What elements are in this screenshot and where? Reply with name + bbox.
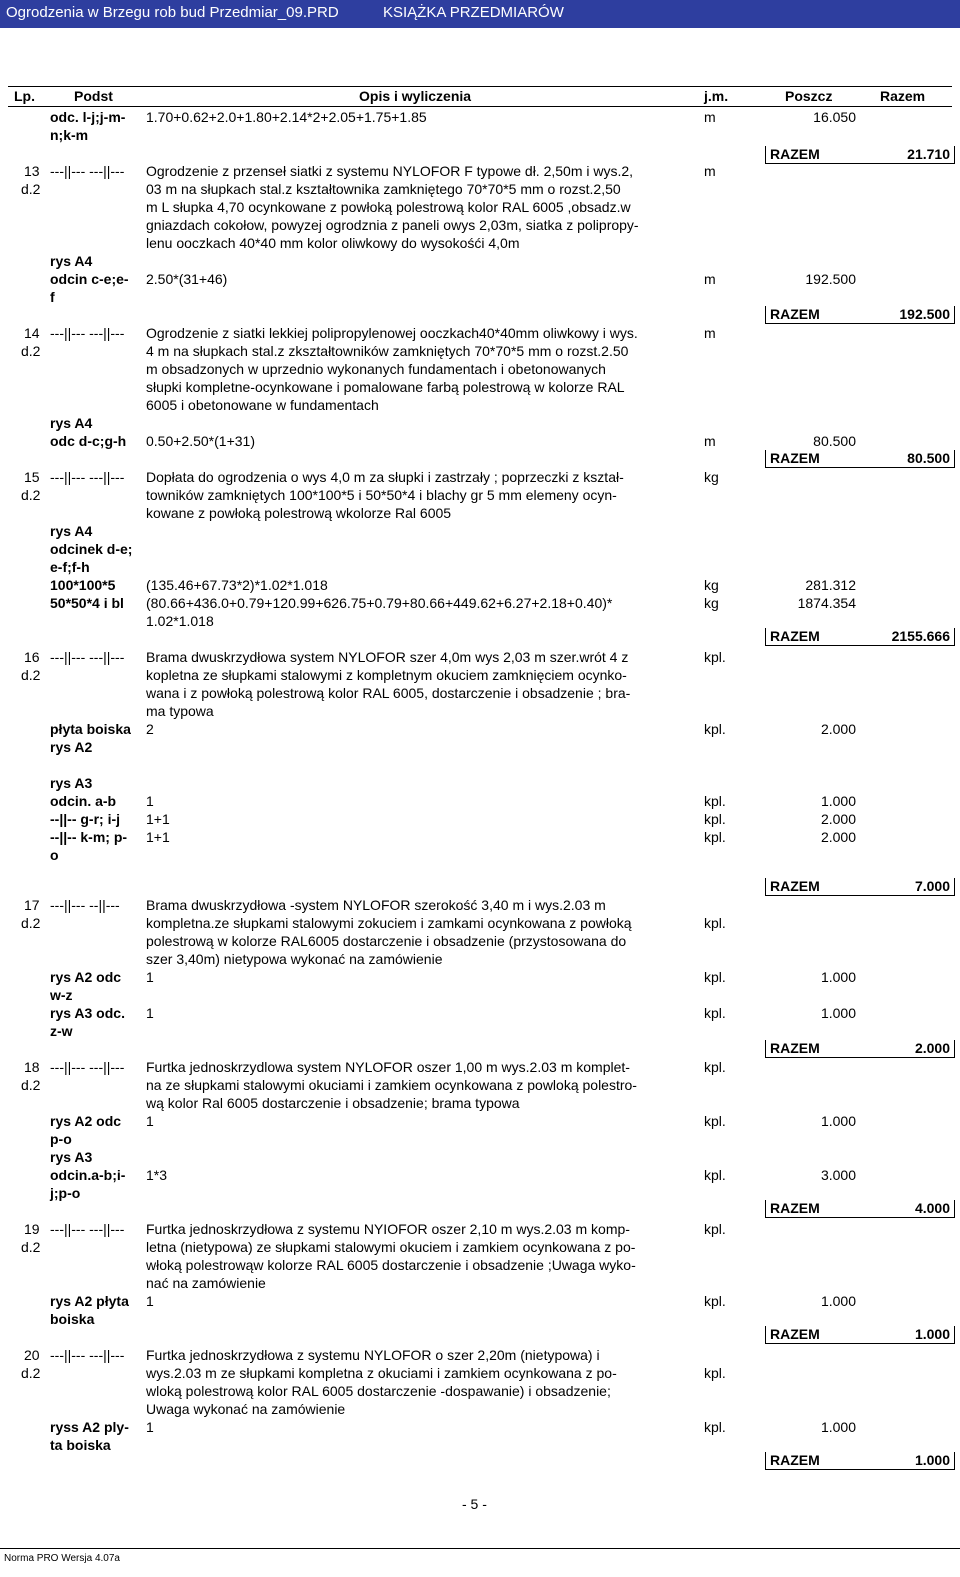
cell-r15d: Dopłata do ogrodzenia o wys 4,0 m za słupki i zastrzały ; poprzeczki z kształ-	[146, 469, 624, 485]
cell-r15h: rys A4	[50, 523, 93, 539]
cell-r14b: d.2	[21, 343, 41, 359]
cell-r13i: m	[704, 163, 716, 179]
cell-r14e: 4 m na słupkach stal.z zkształtowników zamkniętych 70*70*5 mm o rozst.2.50	[146, 343, 629, 359]
cell-r15a: 15	[24, 469, 40, 485]
cell-r20m: 1.000	[820, 1419, 856, 1435]
cell-r18c: ---||--- ---||---	[50, 1059, 125, 1075]
cell-r16k: 2	[146, 721, 154, 737]
razem-label: RAZEM	[770, 1040, 820, 1056]
cell-r16c: ---||--- ---||---	[50, 649, 125, 665]
cell-r18n: 1*3	[146, 1167, 168, 1183]
razem-value: 192.500	[899, 306, 950, 322]
cell-r19d: Furtka jednoskrzydłowa z systemu NYIOFOR oszer 2,10 m wys.2.03 m komp-	[146, 1221, 630, 1237]
cell-r18e: na ze słupkami stalowymi okuciami i zamkiem ocynkowana z powloką polestro-	[146, 1077, 637, 1093]
cell-r14h: 6005 i obetonowane w fundamentach	[146, 397, 379, 413]
razem-value: 4.000	[914, 1200, 950, 1216]
cell-r0c: 1.70+0.62+2.0+1.80+2.14*2+2.05+1.75+1.85	[146, 109, 427, 125]
razem-label: RAZEM	[770, 1326, 820, 1342]
cell-r18q: 1.000	[820, 1113, 856, 1129]
cell-r18j: rys A3	[50, 1149, 93, 1165]
cell-r14c: ---||--- ---||---	[50, 325, 125, 341]
cell-r16o: odcin. a-b	[50, 793, 117, 809]
cell-r15l: 50*50*4 i bl	[50, 595, 124, 611]
cell-r18g: kpl.	[704, 1059, 726, 1075]
cell-r20f: wloką polestrową kolor RAL 6005 dostarczenie -dospawanie) i obsadzenie;	[146, 1383, 611, 1399]
cell-r17r: 1.000	[820, 1005, 856, 1021]
razem-value: 2.000	[914, 1040, 950, 1056]
cell-r17l: z-w	[50, 1023, 73, 1039]
cell-r13j: rys A4	[50, 253, 93, 269]
cell-r18p: kpl.	[704, 1167, 726, 1183]
cell-r20i: ryss A2 ply-	[50, 1419, 129, 1435]
cell-r15p: kg	[704, 577, 719, 593]
col-poszcz: Poszcz	[785, 88, 833, 104]
cell-r16h: kpl.	[704, 649, 726, 665]
cell-r13o: 192.500	[805, 271, 856, 287]
col-razem: Razem	[880, 88, 926, 104]
cell-r19a: 19	[24, 1221, 40, 1237]
cell-r17b: d.2	[21, 915, 41, 931]
cell-r16m: 2.000	[820, 721, 856, 737]
cell-r16za: 2.000	[820, 829, 856, 845]
cell-r20l: kpl.	[704, 1419, 726, 1435]
razem-value: 7.000	[914, 878, 950, 894]
cell-r13h: lenu ooczkach 40*40 mm kolor oliwkowy do wysokośći 4,0m	[146, 235, 520, 251]
cell-r13c: ---||--- ---||---	[50, 163, 125, 179]
cell-r18h: rys A2 odc	[50, 1113, 122, 1129]
cell-r16t: 1+1	[146, 811, 170, 827]
cell-r16e: kopletna ze słupkami stalowymi z kompletnym okuciem zamknięciem ocynko-	[146, 667, 627, 683]
cell-r20k: 1	[146, 1419, 154, 1435]
cell-r19c: ---||--- ---||---	[50, 1221, 125, 1237]
cell-r15k: 100*100*5	[50, 577, 116, 593]
razem-box-z20	[765, 1452, 955, 1470]
cell-r15q: kg	[704, 595, 719, 611]
cell-r18i: p-o	[50, 1131, 72, 1147]
cell-r13e: 03 m na słupkach stal.z kształtownika zamkniętego 70*70*5 mm o rozst.2,50	[146, 181, 621, 197]
cell-r14m: m	[704, 433, 716, 449]
cell-r20e: wys.2.03 m ze słupkami kompletna z okuciami i zamkiem ocynkowana z po-	[146, 1365, 617, 1381]
cell-r13l: f	[50, 289, 55, 305]
razem-label: RAZEM	[770, 450, 820, 466]
cell-r0e: 16.050	[813, 109, 856, 125]
cell-r17d: Brama dwuskrzydłowa -system NYLOFOR szerokość 3,40 m i wys.2.03 m	[146, 897, 606, 913]
cell-r17p: kpl.	[704, 1005, 726, 1021]
section-title: KSIĄŻKA PRZEDMIARÓW	[383, 4, 564, 21]
cell-r18a: 18	[24, 1059, 40, 1075]
col-lp: Lp.	[14, 88, 35, 104]
razem-label: RAZEM	[770, 306, 820, 322]
razem-box-z15	[765, 628, 955, 646]
cell-r20g: Uwaga wykonać na zamówienie	[146, 1401, 346, 1417]
razem-value: 80.500	[907, 450, 950, 466]
cell-r19e: letna (nietypowa) ze słupkami stalowymi okuciem i zamkiem ocynkowana z po-	[146, 1239, 636, 1255]
page-number: - 5 -	[462, 1496, 487, 1512]
cell-r20a: 20	[24, 1347, 40, 1363]
cell-r16r: o	[50, 847, 59, 863]
cell-r20c: ---||--- ---||---	[50, 1347, 125, 1363]
cell-r14i: m	[704, 325, 716, 341]
cell-r18f: wą kolor Ral 6005 dostarczenie i obsadzenie; brama typowa	[146, 1095, 520, 1111]
cell-r16n: rys A3	[50, 775, 93, 791]
cell-r17n: 1	[146, 1005, 154, 1021]
razem-box-z18	[765, 1200, 955, 1218]
cell-r16s: 1	[146, 793, 154, 809]
razem-value: 2155.666	[891, 628, 950, 644]
cell-r16b: d.2	[21, 667, 41, 683]
cell-r19k: 1	[146, 1293, 154, 1309]
cell-r20j: ta boiska	[50, 1437, 111, 1453]
cell-r13b: d.2	[21, 181, 41, 197]
razem-label: RAZEM	[770, 1200, 820, 1216]
cell-r13f: m L słupka 4,70 ocynkowane z powłoką polestrową kolor RAL 6005 ,obsadz.w	[146, 199, 631, 215]
footer-divider	[0, 1548, 960, 1549]
cell-r19l: kpl.	[704, 1293, 726, 1309]
cell-r13m: 2.50*(31+46)	[146, 271, 228, 287]
cell-r19j: boiska	[50, 1311, 95, 1327]
razem-box-z13	[765, 306, 955, 324]
razem-box-z14	[765, 450, 955, 468]
col-opis: Opis i wyliczenia	[359, 88, 472, 104]
cell-r14d: Ogrodzenie z siatki lekkiej polipropylenowej ooczkach40*40mm oliwkowy i wys.	[146, 325, 638, 341]
razem-box-z19	[765, 1326, 955, 1344]
cell-r16j: rys A2	[50, 739, 93, 755]
col-podst: Podst	[74, 88, 113, 104]
cell-r0d: m	[704, 109, 716, 125]
cell-r16q: --||-- k-m; p-	[50, 829, 128, 845]
cell-r14j: rys A4	[50, 415, 93, 431]
cell-r14g: słupki kompletne-ocynkowane i pomalowane farbą polestrową w kolorze RAL	[146, 379, 625, 395]
cell-r17f: polestrową w kolorze RAL6005 dostarczenie i obsadzenie (przystosowana do	[146, 933, 627, 949]
cell-r17g: szer 3,40m) nietypowa wykonać na zamówienie	[146, 951, 443, 967]
cell-r16u: 1+1	[146, 829, 170, 845]
cell-r16f: wana i z powłoką polestrową kolor RAL 6005, dostarczenie i obsadzenie ; bra-	[146, 685, 631, 701]
cell-r17c: ---||--- --||---	[50, 897, 120, 913]
razem-label: RAZEM	[770, 628, 820, 644]
cell-r19b: d.2	[21, 1239, 41, 1255]
cell-r18l: j;p-o	[50, 1185, 81, 1201]
cell-r16l: kpl.	[704, 721, 726, 737]
cell-r13g: gniazdach cokołow, powyzej ogrodznia z paneli owys 2,03m, siatka z polipropy-	[146, 217, 639, 233]
cell-r0b: n;k-m	[50, 127, 89, 143]
cell-r15o: 1.02*1.018	[146, 613, 214, 629]
cell-r16v: kpl.	[704, 793, 726, 809]
cell-r18k: odcin.a-b;i-	[50, 1167, 126, 1183]
cell-r17m: 1	[146, 969, 154, 985]
cell-r15g: kg	[704, 469, 719, 485]
cell-r19f: włoką polestrowąw kolorze RAL 6005 dostarczenie i obsadzenie ;Uwaga wyko-	[146, 1257, 636, 1273]
cell-r20h: kpl.	[704, 1365, 726, 1381]
cell-r16d: Brama dwuskrzydłowa system NYLOFOR szer 4,0m wys 2,03 m szer.wrót 4 z	[146, 649, 629, 665]
razem-label: RAZEM	[770, 146, 820, 162]
cell-r13d: Ogrodzenie z przenseł siatki z systemu NYLOFOR F typowe dł. 2,50m i wys.2,	[146, 163, 634, 179]
cell-r15b: d.2	[21, 487, 41, 503]
table-header-border	[8, 106, 952, 107]
razem-box-z16	[765, 878, 955, 896]
cell-r19g: nać na zamówienie	[146, 1275, 266, 1291]
header-bar	[0, 0, 960, 28]
razem-box-z17	[765, 1040, 955, 1058]
cell-r18o: kpl.	[704, 1113, 726, 1129]
cell-r14k: odc d-c;g-h	[50, 433, 127, 449]
razem-value: 21.710	[907, 146, 950, 162]
cell-r17a: 17	[24, 897, 40, 913]
cell-r14n: 80.500	[813, 433, 856, 449]
cell-r15c: ---||--- ---||---	[50, 469, 125, 485]
document-title: Ogrodzenia w Brzegu rob bud Przedmiar_09.PRD	[6, 4, 339, 21]
cell-r16w: kpl.	[704, 811, 726, 827]
cell-r15i: odcinek d-e;	[50, 541, 133, 557]
cell-r17q: 1.000	[820, 969, 856, 985]
cell-r18m: 1	[146, 1113, 154, 1129]
razem-label: RAZEM	[770, 878, 820, 894]
cell-r15f: kowane z powłoką polestrową wkolorze Ral 6005	[146, 505, 452, 521]
cell-r15m: (135.46+67.73*2)*1.02*1.018	[146, 577, 328, 593]
cell-r15s: 1874.354	[797, 595, 856, 611]
cell-r20d: Furtka jednoskrzydłowa z systemu NYLOFOR o szer 2,20m (nietypowa) i	[146, 1347, 600, 1363]
cell-r16i: płyta boiska	[50, 721, 131, 737]
cell-r16g: ma typowa	[146, 703, 214, 719]
razem-value: 1.000	[914, 1452, 950, 1468]
cell-r15n: (80.66+436.0+0.79+120.99+626.75+0.79+80.66+449.62+6.27+2.18+0.40)*	[146, 595, 613, 611]
cell-r13k: odcin c-e;e-	[50, 271, 129, 287]
cell-r15j: e-f;f-h	[50, 559, 90, 575]
cell-r17k: rys A3 odc.	[50, 1005, 125, 1021]
cell-r19i: rys A2 płyta	[50, 1293, 129, 1309]
cell-r17h: kpl.	[704, 915, 726, 931]
cell-r14a: 14	[24, 325, 40, 341]
cell-r20b: d.2	[21, 1365, 41, 1381]
footer-text: Norma PRO Wersja 4.07a	[4, 1553, 120, 1564]
cell-r15e: towników zamkniętych 100*100*5 i 50*50*4 i blachy gr 5 mm elemeny ocyn-	[146, 487, 617, 503]
cell-r16x: kpl.	[704, 829, 726, 845]
cell-r17o: kpl.	[704, 969, 726, 985]
cell-r16y: 1.000	[820, 793, 856, 809]
cell-r19h: kpl.	[704, 1221, 726, 1237]
cell-r16p: --||-- g-r; i-j	[50, 811, 121, 827]
cell-r15r: 281.312	[805, 577, 856, 593]
cell-r16a: 16	[24, 649, 40, 665]
table-top-border	[8, 86, 952, 87]
cell-r17e: kompletna.ze słupkami stalowymi zokuciem i zamkami ocynkowana z powłoką	[146, 915, 632, 931]
col-jm: j.m.	[704, 88, 729, 104]
cell-r17j: w-z	[50, 987, 73, 1003]
cell-r14f: m obsadzonych w uprzednio wykonanych fundamentach i obetonowanych	[146, 361, 606, 377]
razem-box-z12	[765, 146, 955, 164]
cell-r18b: d.2	[21, 1077, 41, 1093]
cell-r13a: 13	[24, 163, 40, 179]
cell-r16z: 2.000	[820, 811, 856, 827]
cell-r13n: m	[704, 271, 716, 287]
razem-value: 1.000	[914, 1326, 950, 1342]
cell-r17i: rys A2 odc	[50, 969, 122, 985]
cell-r14l: 0.50+2.50*(1+31)	[146, 433, 255, 449]
razem-label: RAZEM	[770, 1452, 820, 1468]
cell-r18d: Furtka jednoskrzydlowa system NYLOFOR oszer 1,00 m wys.2.03 m komplet-	[146, 1059, 630, 1075]
cell-r19m: 1.000	[820, 1293, 856, 1309]
cell-r18r: 3.000	[820, 1167, 856, 1183]
cell-r0a: odc. l-j;j-m-	[50, 109, 126, 125]
